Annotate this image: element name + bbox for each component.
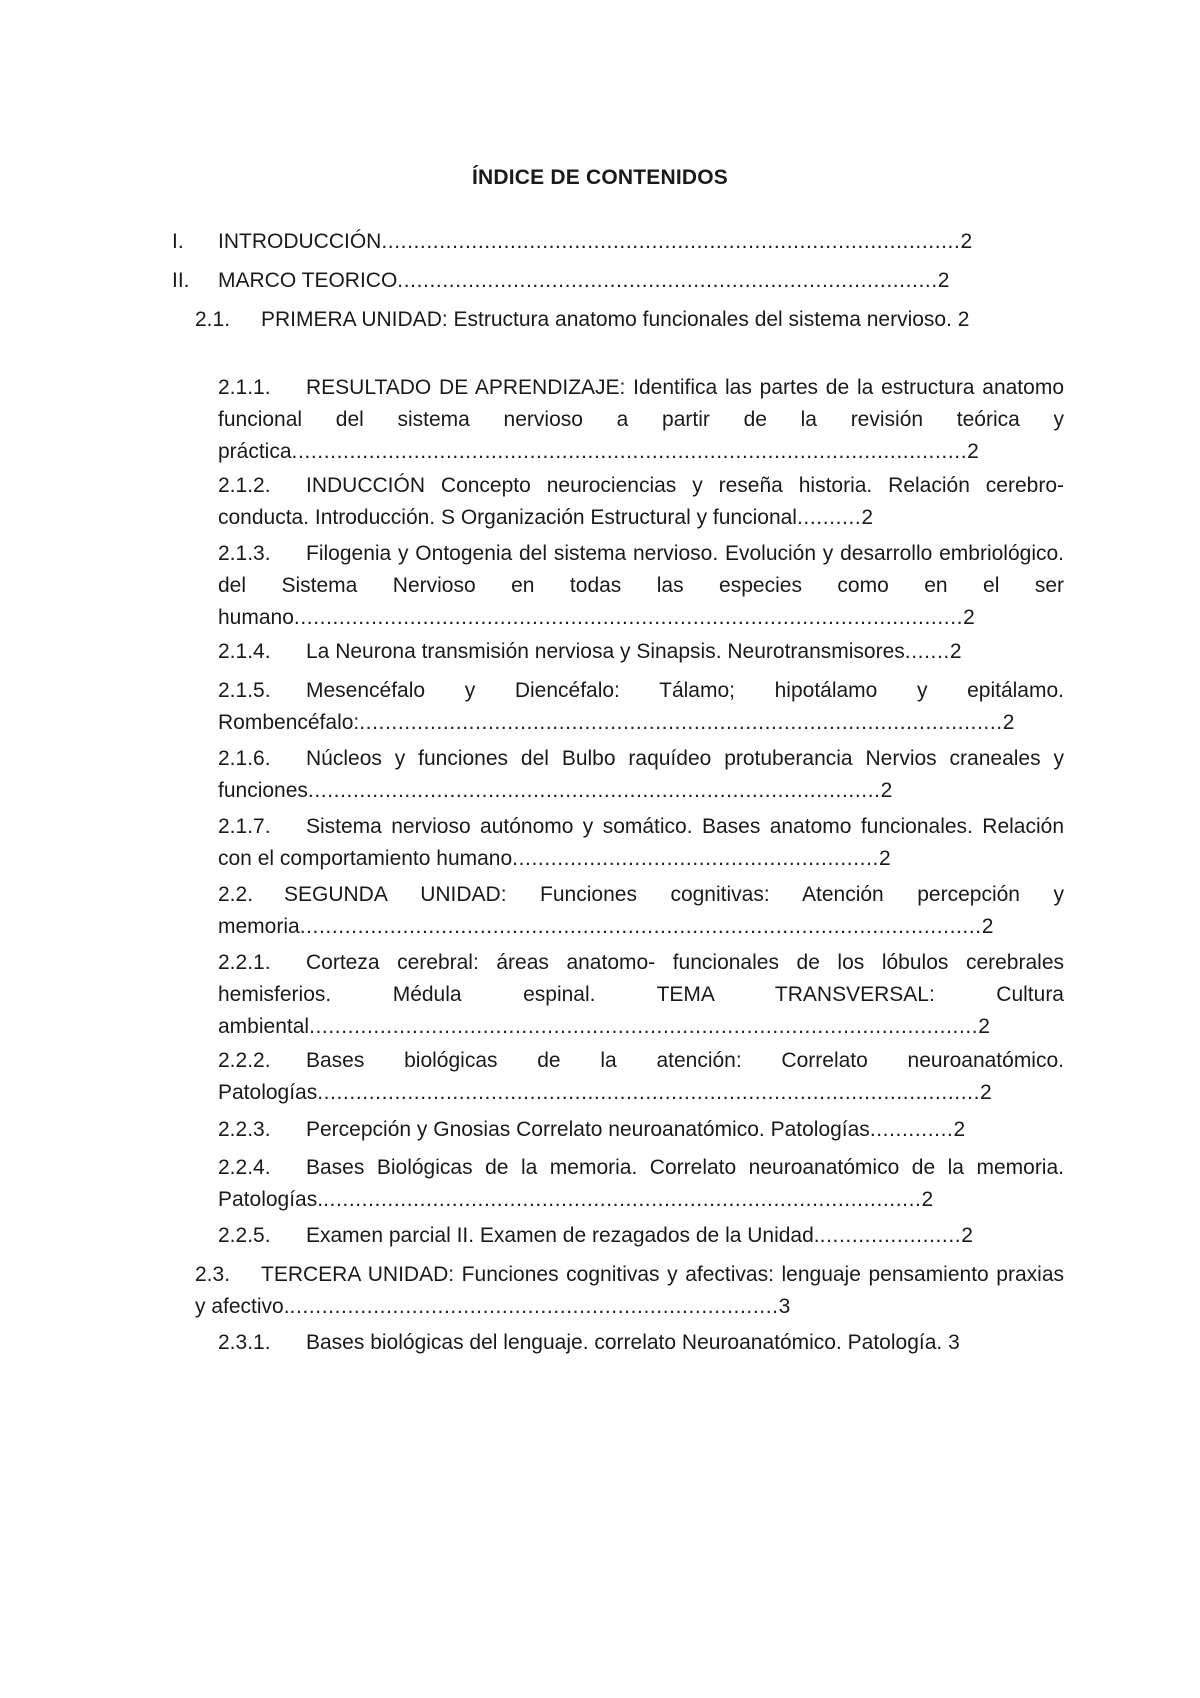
toc-entry [218, 675, 1064, 739]
toc-entry [172, 226, 1064, 258]
toc-dot-leader: ......................................................................................... [307, 779, 881, 802]
toc-dot-leader: ........................................................................................................ [293, 606, 964, 629]
toc-entry [195, 304, 1064, 336]
toc-dot-leader: .......... [796, 506, 862, 529]
toc-entry-text: Bases biológicas del lenguaje. correlato Neuroanatómico. Patología. [306, 1331, 943, 1354]
toc-dot-leader: .................................................................................................... [359, 711, 1003, 734]
toc-entry-text: Mesencéfalo y Diencéfalo: Tálamo; hipotálamo y epitálamo. Rombencéfalo: [218, 679, 1064, 734]
toc-entry [218, 1220, 1064, 1252]
toc-entry-text: PRIMERA UNIDAD: Estructura anatomo funcionales del sistema nervioso. [261, 308, 952, 331]
toc-page-number: 2 [963, 606, 975, 629]
toc-entry-text: RESULTADO DE APRENDIZAJE: Identifica las partes de la estructura anatomo funcional del sistema nervioso a partir de la revisión teórica y práctica [218, 376, 1064, 463]
toc-entry-number: 2.1.2. [218, 474, 271, 497]
toc-page-number: 2 [1002, 711, 1015, 734]
toc-page-number: 2 [937, 269, 950, 292]
toc-page-number: 2 [960, 230, 973, 253]
toc-entry-text: MARCO TEORICO [218, 269, 398, 292]
toc-entry-text: SEGUNDA UNIDAD: Funciones cognitivas: Atención percepción y memoria [218, 883, 1064, 938]
toc-entry [218, 538, 1064, 634]
toc-page-number: 2 [978, 1015, 990, 1038]
toc-page-number: 3 [948, 1331, 960, 1354]
toc-dot-leader: ....... [904, 640, 950, 663]
toc-entry [218, 636, 1064, 668]
toc-entry [218, 947, 1064, 1043]
toc-entry-number: 2.1.5. [218, 679, 271, 702]
toc-dot-leader: .................................................................................... [397, 269, 938, 292]
toc-dot-leader: ............................................................................ [289, 1295, 779, 1318]
toc-title: ÍNDICE DE CONTENIDOS [471, 166, 729, 189]
toc-entry [218, 879, 1064, 943]
toc-entry-text: Examen parcial II. Examen de rezagados de la Unidad. [306, 1224, 820, 1247]
toc-entry-text: Percepción y Gnosias Correlato neuroanatómico. Patologías [306, 1118, 870, 1141]
toc-entry-number: 2.2.4. [218, 1156, 271, 1179]
toc-entry [172, 265, 1064, 297]
toc-dot-leader: ............................................................................................. [323, 1188, 922, 1211]
toc-page-number: 2 [949, 640, 962, 663]
toc-entry-text: La Neurona transmisión nerviosa y Sinapsis. Neurotransmisores [306, 640, 905, 663]
toc-entry [218, 811, 1064, 875]
toc-entry-number: 2.2.1. [218, 951, 271, 974]
toc-page-number: 2 [921, 1188, 934, 1211]
toc-entry [195, 1259, 1064, 1323]
toc-entry-text: Bases Biológicas de la memoria. Correlato neuroanatómico de la memoria. Patologías. [218, 1156, 1064, 1211]
toc-page-number: 2 [961, 1224, 973, 1247]
toc-entry-number: 2.3. [195, 1263, 231, 1286]
toc-entry-number: 2.1.1. [218, 376, 271, 399]
toc-entry-number: II. [172, 269, 190, 292]
toc-page-number: 2 [861, 506, 874, 529]
toc-entry-text: TERCERA UNIDAD: Funciones cognitivas y afectivas: lenguaje pensamiento praxias y afectivo. [195, 1263, 1064, 1318]
toc-page-number: 2 [957, 308, 970, 331]
toc-dot-leader: ......................................................... [512, 847, 879, 870]
toc-entry-text: INDUCCIÓN Concepto neurociencias y reseña historia. Relación cerebro-conducta. Introducción. S Organización Estructural y funcional [218, 474, 1064, 529]
toc-entry-number: 2.1.3. [218, 542, 271, 565]
toc-page-number: 2 [880, 779, 893, 802]
toc-page-number: 2 [953, 1118, 966, 1141]
toc-page-number: 2 [967, 440, 979, 463]
toc-dot-leader: ....................................................................................................... [317, 1081, 980, 1104]
toc-entry-text: Sistema nervioso autónomo y somático. Bases anatomo funcionales. Relación con el comportamiento humano [218, 815, 1064, 870]
toc-entry-text: Corteza cerebral: áreas anatomo- funcionales de los lóbulos cerebrales hemisferios. Médula espinal. TEMA TRANSVERSAL: Cultura ambiental [218, 951, 1064, 1038]
toc-dot-leader: ...................... [819, 1224, 962, 1247]
toc-entry-text: Núcleos y funciones del Bulbo raquídeo protuberancia Nervios craneales y funciones [218, 747, 1064, 802]
toc-page-number: 3 [778, 1295, 791, 1318]
toc-dot-leader: ............. [869, 1118, 954, 1141]
toc-entry [218, 470, 1064, 534]
toc-entry-number: 2.1.4. [218, 640, 271, 663]
toc-page-number: 2 [980, 1081, 992, 1104]
toc-dot-leader: ......................................................................................................... [291, 440, 968, 463]
toc-entry-number: 2.2.5. [218, 1224, 271, 1247]
toc-entry [218, 372, 1064, 468]
toc-entry [218, 1152, 1064, 1216]
toc-dot-leader: ........................................................................................................ [309, 1015, 979, 1038]
toc-entry-text: INTRODUCCIÓN [218, 230, 382, 253]
toc-dot-leader: .......................................................................................... [381, 230, 961, 253]
toc-entry-number: 2.1.7. [218, 815, 271, 838]
toc-entry-number: 2.3.1. [218, 1331, 271, 1354]
toc-entry [218, 1045, 1064, 1109]
toc-page-number: 2 [878, 847, 891, 870]
toc-entry [218, 743, 1064, 807]
toc-entry-number: 2.2.2. [218, 1049, 271, 1072]
toc-entry-text: Bases biológicas de la atención: Correlato neuroanatómico. Patologías [218, 1049, 1064, 1104]
toc-entry-number: 2.1.6. [218, 747, 271, 770]
toc-entry-text: Filogenia y Ontogenia del sistema nervioso. Evolución y desarrollo embriológico. del Sistema Nervioso en todas las especies como en el ser humano [218, 542, 1064, 629]
toc-page-number: 2 [981, 915, 994, 938]
toc-entry-number: 2.2.3. [218, 1118, 271, 1141]
toc-entry [218, 1114, 1064, 1146]
toc-entry-number: 2.1. [195, 308, 231, 331]
toc-dot-leader: .......................................................................................................... [299, 915, 982, 938]
toc-entry-number: 2.2. [218, 883, 254, 906]
toc-entry-number: I. [172, 230, 184, 253]
toc-entry [218, 1327, 1064, 1359]
